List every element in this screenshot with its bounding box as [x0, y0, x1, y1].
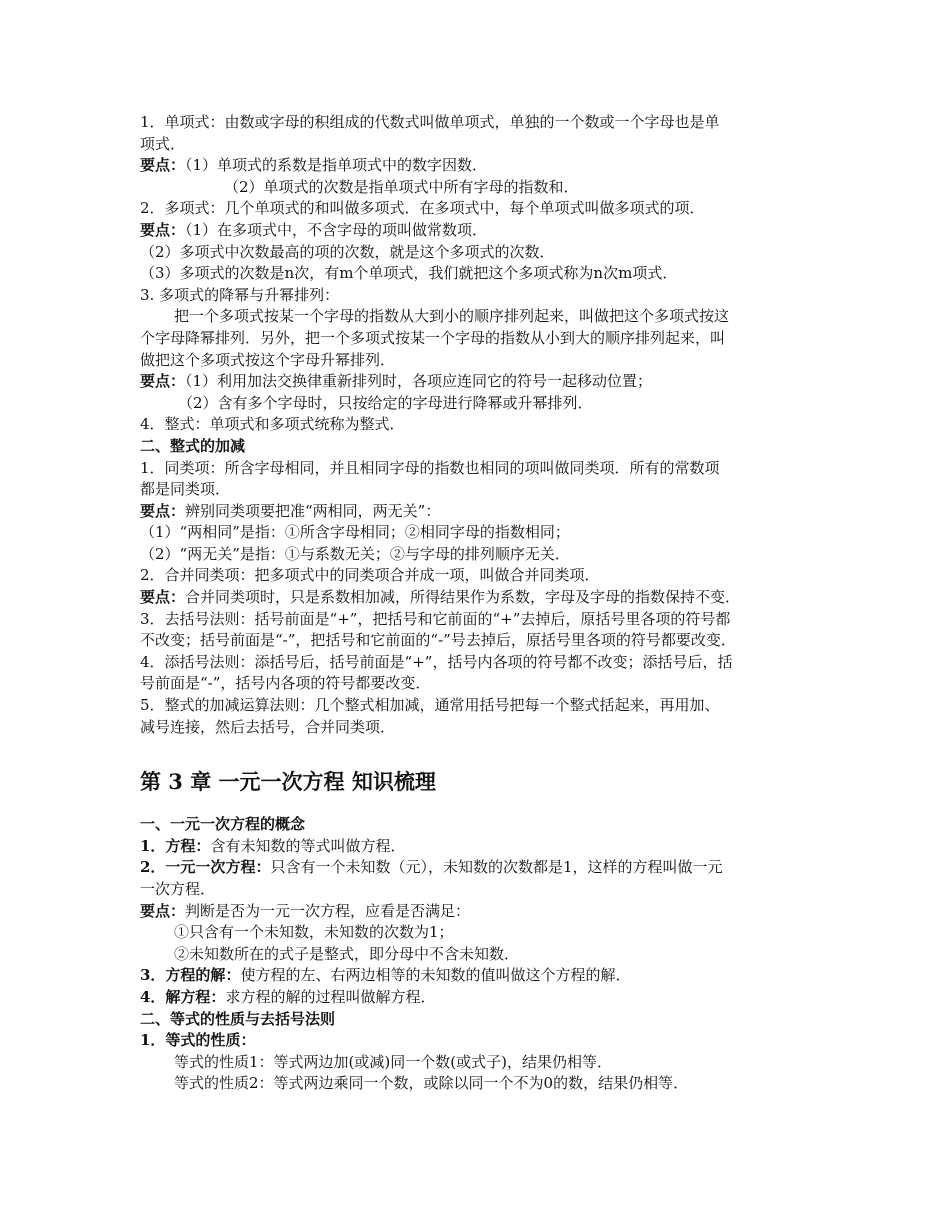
property-1: 等式的性质1：等式两边加(或减)同一个数(或式子)，结果仍相等． [174, 1052, 612, 1071]
properties-label: 1．等式的性质： [140, 1031, 256, 1050]
keypoint-combine [140, 587, 830, 609]
add-brackets-line2: 号前面是“-”，括号内各项的符号都要改变． [140, 674, 431, 693]
property-2: 等式的性质2：等式两边乘同一个数，或除以同一个不为0的数，结果仍相等． [174, 1074, 689, 1093]
linear-equation-definition [140, 857, 830, 879]
keypoint-text: （1）在多项式中，不含字母的项叫做常数项． [185, 220, 488, 239]
keypoint-polynomial-3: （3）多项式的次数是n次，有m个单项式，我们就把这个多项式称为n次m项式． [140, 264, 678, 283]
add-sub-rule-line2: 减号连接，然后去括号，合并同类项． [140, 717, 396, 736]
solution-definition [140, 965, 830, 987]
condition-1: ①只含有一个未知数，未知数的次数为1； [174, 923, 454, 942]
term-text: 含有未知数的等式叫做方程． [210, 836, 406, 855]
keypoint-text: 合并同类项时，只是系数相加减，所得结果作为系数，字母及字母的指数保持不变． [185, 588, 741, 607]
monomial-definition-line2: 项式． [140, 134, 186, 153]
keypoint-label: 要点： [140, 588, 186, 607]
keypoint-text: （1）单项式的系数是指单项式中的数字因数． [185, 156, 488, 175]
equation-definition [140, 836, 830, 858]
remove-brackets-line1: 3．去括号法则：括号前面是“+”，把括号和它前面的“+”去掉后，原括号里各项的符号都 [140, 609, 731, 628]
ordering-line3: 做把这个多项式按这个字母升幂排列． [140, 350, 396, 369]
keypoint-monomial-2: （2）单项式的次数是指单项式中所有字母的指数和． [224, 177, 579, 196]
term-label: 2．一元一次方程： [140, 858, 271, 877]
remove-brackets-line2: 不改变；括号前面是“-”，把括号和它前面的“-”号去掉后，原括号里各项的符号都要改变． [140, 631, 736, 650]
solving-definition [140, 987, 830, 1009]
polynomial-definition: 2．多项式：几个单项式的和叫做多项式．在多项式中，每个单项式叫做多项式的项． [140, 199, 705, 218]
keypoint-label: 要点： [140, 372, 186, 391]
keypoint-text: 辨别同类项要把准“两相同，两无关”： [185, 501, 441, 520]
keypoint-text: （1）利用加法交换律重新排列时，各项应连同它的符号一起移动位置； [185, 372, 653, 391]
keypoint-label: 要点： [140, 901, 186, 920]
term-text: 求方程的解的过程叫做解方程． [225, 987, 436, 1006]
keypoint-label: 要点： [140, 501, 186, 520]
keypoint-text: 判断是否为一元一次方程，应看是否满足： [185, 901, 471, 920]
monomial-definition-line1: 1．单项式：由数或字母的积组成的代数式叫做单项式，单独的一个数或一个字母也是单 [140, 113, 720, 131]
keypoint-polynomial-1 [140, 220, 830, 242]
term-label: 1．方程： [140, 836, 211, 855]
section-heading-properties: 二、等式的性质与去括号法则 [140, 1009, 336, 1028]
ordering-line1: 把一个多项式按某一个字母的指数从大到小的顺序排列起来，叫做把这个多项式按这 [174, 307, 730, 326]
combine-like-terms: 2．合并同类项：把多项式中的同类项合并成一项，叫做合并同类项． [140, 566, 600, 585]
keypoint-like-terms [140, 501, 830, 523]
keypoint-label: 要点： [140, 156, 186, 175]
keypoint-ordering-1 [140, 371, 830, 393]
like-terms-line1: 1．同类项：所含字母相同，并且相同字母的指数也相同的项叫做同类项．所有的常数项 [140, 458, 720, 477]
section-heading-concept: 一、一元一次方程的概念 [140, 815, 306, 834]
chapter-title: 第 3 章 一元一次方程 知识梳理 [140, 769, 436, 795]
section-heading-addsub: 二、整式的加减 [140, 436, 246, 455]
two-same-rule: （1）“两相同”是指：①所含字母相同；②相同字母的指数相同； [140, 523, 570, 542]
integral-expression-definition: 4．整式：单项式和多项式统称为整式． [140, 415, 405, 434]
add-sub-rule-line1: 5．整式的加减运算法则：几个整式相加减，通常用括号把每一个整式括起来，再用加、 [140, 696, 720, 715]
like-terms-line2: 都是同类项． [140, 480, 231, 499]
term-label: 4．解方程： [140, 987, 226, 1006]
document-page [140, 112, 830, 1095]
condition-2: ②未知数所在的式子是整式，即分母中不含未知数． [174, 944, 520, 963]
keypoint-linear-equation [140, 901, 830, 923]
linear-equation-definition-cont: 一次方程． [140, 880, 216, 898]
ordering-line2: 个字母降幂排列．另外，把一个多项式按某一个字母的指数从小到大的顺序排列起来，叫 [140, 328, 726, 347]
ordering-title: 3. 多项式的降幂与升幂排列： [140, 285, 340, 304]
keypoint-polynomial-2: （2）多项式中次数最高的项的次数，就是这个多项式的次数． [140, 242, 555, 261]
keypoint-ordering-2: （2）含有多个字母时，只按给定的字母进行降幂或升幂排列． [178, 393, 593, 412]
term-label: 3．方程的解： [140, 966, 241, 985]
keypoint-label: 要点： [140, 220, 186, 239]
add-brackets-line1: 4．添括号法则：添括号后，括号前面是“+”，括号内各项的符号都不改变；添括号后，括 [140, 652, 733, 671]
term-text: 只含有一个未知数（元），未知数的次数都是1，这样的方程叫做一元 [270, 858, 723, 877]
two-irrelevant-rule: （2）“两无关”是指：①与系数无关；②与字母的排列顺序无关． [140, 544, 570, 563]
term-text: 使方程的左、右两边相等的未知数的值叫做这个方程的解． [240, 966, 631, 985]
keypoint-monomial-1 [140, 155, 830, 177]
